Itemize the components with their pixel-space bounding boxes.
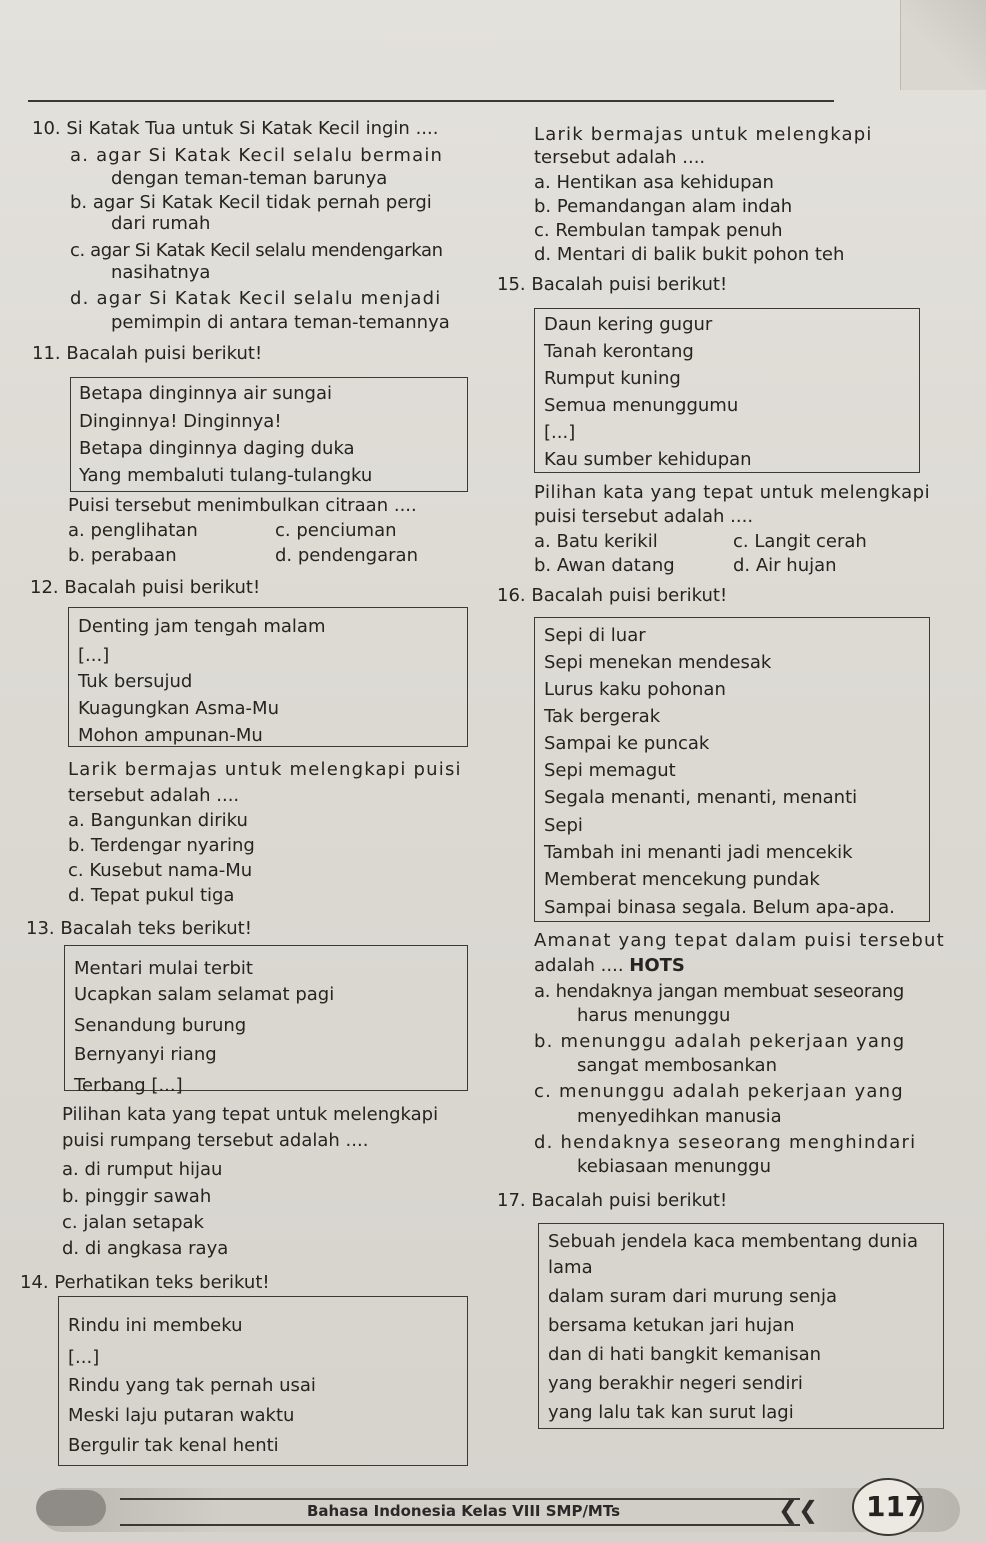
q14-poem-line-5: Bergulir tak kenal henti xyxy=(68,1435,279,1456)
q12-option-d: d. Tepat pukul tiga xyxy=(68,885,235,906)
q11-option-b: b. perabaan xyxy=(68,545,177,566)
q13-poem-line-3: Senandung burung xyxy=(74,1015,247,1036)
q16-poem-line-6: Sepi memagut xyxy=(544,760,676,781)
q10-option-b: b. agar Si Katak Kecil tidak pernah pergi xyxy=(70,192,432,213)
q10-stem: 10. Si Katak Tua untuk Si Katak Kecil ingin .... xyxy=(32,118,439,139)
q15-poem-line-2: Tanah kerontang xyxy=(544,341,694,362)
q13-poem-line-5: Terbang [...] xyxy=(74,1075,183,1096)
q16-poem-line-7: Segala menanti, menanti, menanti xyxy=(544,787,858,808)
q14-question-cont: tersebut adalah .... xyxy=(534,147,706,168)
q12-poem-box xyxy=(68,607,468,747)
q16-poem-line-1: Sepi di luar xyxy=(544,625,646,646)
q16-poem-line-9: Tambah ini menanti jadi mencekik xyxy=(544,842,853,863)
q13-question-cont: puisi rumpang tersebut adalah .... xyxy=(62,1130,369,1151)
footer-book-title: Bahasa Indonesia Kelas VIII SMP/MTs xyxy=(307,1502,621,1520)
q16-stem: 16. Bacalah puisi berikut! xyxy=(497,585,728,606)
q14-option-d: d. Mentari di balik bukit pohon teh xyxy=(534,244,845,265)
q17-poem-line-1: Sebuah jendela kaca membentang dunia xyxy=(548,1231,918,1252)
q13-stem: 13. Bacalah teks berikut! xyxy=(26,918,252,939)
q12-option-c: c. Kusebut nama-Mu xyxy=(68,860,253,881)
q15-question: Pilihan kata yang tepat untuk melengkapi xyxy=(534,482,931,503)
q15-question-cont: puisi tersebut adalah .... xyxy=(534,506,754,527)
q10-option-b-cont: dari rumah xyxy=(111,213,211,234)
q16-poem-line-8: Sepi xyxy=(544,815,583,836)
page-corner-fold xyxy=(900,0,986,90)
q11-option-c: c. penciuman xyxy=(275,520,397,541)
q13-option-d: d. di angkasa raya xyxy=(62,1238,229,1259)
q13-option-a: a. di rumput hijau xyxy=(62,1159,223,1180)
q15-poem-box xyxy=(534,308,920,473)
header-rule xyxy=(28,100,834,102)
chevron-left-icon: ❮❮ xyxy=(778,1496,819,1524)
q16-poem-line-11: Sampai binasa segala. Belum apa-apa. xyxy=(544,897,895,918)
q10-option-c: c. agar Si Katak Kecil selalu mendengarkan xyxy=(70,240,443,261)
q14-question: Larik bermajas untuk melengkapi xyxy=(534,124,873,145)
q17-poem-line-7: yang lalu tak kan surut lagi xyxy=(548,1402,794,1423)
q12-question-cont: tersebut adalah .... xyxy=(68,785,240,806)
q12-poem-line-2: [...] xyxy=(78,645,110,666)
q10-option-d-cont: pemimpin di antara teman-temannya xyxy=(111,312,450,333)
q16-question-text: adalah .... xyxy=(534,955,624,976)
q10-option-d: d. agar Si Katak Kecil selalu menjadi xyxy=(70,288,442,309)
q15-poem-line-1: Daun kering gugur xyxy=(544,314,713,335)
q15-stem: 15. Bacalah puisi berikut! xyxy=(497,274,728,295)
q12-question: Larik bermajas untuk melengkapi puisi xyxy=(68,759,462,780)
q12-poem-line-1: Denting jam tengah malam xyxy=(78,616,326,637)
page-number: 117 xyxy=(866,1490,925,1523)
q16-option-c-cont: menyedihkan manusia xyxy=(577,1106,782,1127)
q14-poem-line-3: Rindu yang tak pernah usai xyxy=(68,1375,316,1396)
q12-poem-line-4: Kuagungkan Asma-Mu xyxy=(78,698,279,719)
q11-option-d: d. pendengaran xyxy=(275,545,418,566)
q16-poem-line-5: Sampai ke puncak xyxy=(544,733,710,754)
q17-poem-line-2: lama xyxy=(548,1257,593,1278)
q16-poem-line-4: Tak bergerak xyxy=(544,706,661,727)
q16-poem-box xyxy=(534,617,930,922)
q13-option-c: c. jalan setapak xyxy=(62,1212,204,1233)
q15-option-a: a. Batu kerikil xyxy=(534,531,658,552)
q12-poem-line-3: Tuk bersujud xyxy=(78,671,193,692)
q14-stem: 14. Perhatikan teks berikut! xyxy=(20,1272,270,1293)
q15-poem-line-6: Kau sumber kehidupan xyxy=(544,449,752,470)
q15-poem-line-3: Rumput kuning xyxy=(544,368,681,389)
q16-poem-line-10: Memberat mencekung pundak xyxy=(544,869,820,890)
q10-option-c-cont: nasihatnya xyxy=(111,262,211,283)
q11-poem-line-2: Dinginnya! Dinginnya! xyxy=(79,411,282,432)
q12-poem-line-5: Mohon ampunan-Mu xyxy=(78,725,263,746)
q16-option-d-cont: kebiasaan menunggu xyxy=(577,1156,771,1177)
q16-question: Amanat yang tepat dalam puisi tersebut xyxy=(534,930,945,951)
q16-option-a: a. hendaknya jangan membuat seseorang xyxy=(534,981,904,1002)
q17-poem-line-5: dan di hati bangkit kemanisan xyxy=(548,1344,822,1365)
q14-poem-line-1: Rindu ini membeku xyxy=(68,1315,243,1336)
q13-question: Pilihan kata yang tepat untuk melengkapi xyxy=(62,1104,439,1125)
q15-option-b: b. Awan datang xyxy=(534,555,675,576)
q17-poem-line-6: yang berakhir negeri sendiri xyxy=(548,1373,803,1394)
q14-option-c: c. Rembulan tampak penuh xyxy=(534,220,783,241)
q14-poem-line-2: [...] xyxy=(68,1347,100,1368)
q17-poem-line-4: bersama ketukan jari hujan xyxy=(548,1315,795,1336)
q14-poem-box xyxy=(58,1296,468,1466)
q17-poem-box xyxy=(538,1223,944,1429)
q16-poem-line-3: Lurus kaku pohonan xyxy=(544,679,726,700)
q11-poem-box xyxy=(70,377,468,492)
q12-option-b: b. Terdengar nyaring xyxy=(68,835,255,856)
q12-option-a: a. Bangunkan diriku xyxy=(68,810,248,831)
q14-option-a: a. Hentikan asa kehidupan xyxy=(534,172,774,193)
q12-stem: 12. Bacalah puisi berikut! xyxy=(30,577,261,598)
q10-option-a: a. agar Si Katak Kecil selalu bermain xyxy=(70,145,444,166)
q16-option-a-cont: harus menunggu xyxy=(577,1005,731,1026)
q11-option-a: a. penglihatan xyxy=(68,520,198,541)
q16-option-d: d. hendaknya seseorang menghindari xyxy=(534,1132,917,1153)
q15-poem-line-5: [...] xyxy=(544,422,576,443)
q13-poem-line-1: Mentari mulai terbit xyxy=(74,958,253,979)
q17-stem: 17. Bacalah puisi berikut! xyxy=(497,1190,728,1211)
q13-poem-line-4: Bernyanyi riang xyxy=(74,1044,217,1065)
q15-poem-line-4: Semua menunggumu xyxy=(544,395,739,416)
q11-question: Puisi tersebut menimbulkan citraan .... xyxy=(68,495,417,516)
q17-poem-line-3: dalam suram dari murung senja xyxy=(548,1286,837,1307)
q16-option-c: c. menunggu adalah pekerjaan yang xyxy=(534,1081,904,1102)
footer-decoration xyxy=(36,1490,106,1526)
q11-poem-line-4: Yang membaluti tulang-tulangku xyxy=(79,465,373,486)
q15-option-d: d. Air hujan xyxy=(733,555,837,576)
hots-label: HOTS xyxy=(629,955,685,976)
q16-poem-line-2: Sepi menekan mendesak xyxy=(544,652,772,673)
q13-poem-box xyxy=(64,945,468,1096)
q14-poem-line-4: Meski laju putaran waktu xyxy=(68,1405,295,1426)
q11-poem-line-1: Betapa dinginnya air sungai xyxy=(79,383,332,404)
q14-option-b: b. Pemandangan alam indah xyxy=(534,196,793,217)
q13-option-b: b. pinggir sawah xyxy=(62,1186,212,1207)
q11-poem-line-3: Betapa dinginnya daging duka xyxy=(79,438,355,459)
q15-option-c: c. Langit cerah xyxy=(733,531,867,552)
q16-question-cont xyxy=(534,955,685,977)
q13-poem-line-2: Ucapkan salam selamat pagi xyxy=(74,984,335,1005)
q16-option-b-cont: sangat membosankan xyxy=(577,1055,777,1076)
q11-stem: 11. Bacalah puisi berikut! xyxy=(32,343,263,364)
q10-option-a-cont: dengan teman-teman barunya xyxy=(111,168,388,189)
q16-option-b: b. menunggu adalah pekerjaan yang xyxy=(534,1031,906,1052)
